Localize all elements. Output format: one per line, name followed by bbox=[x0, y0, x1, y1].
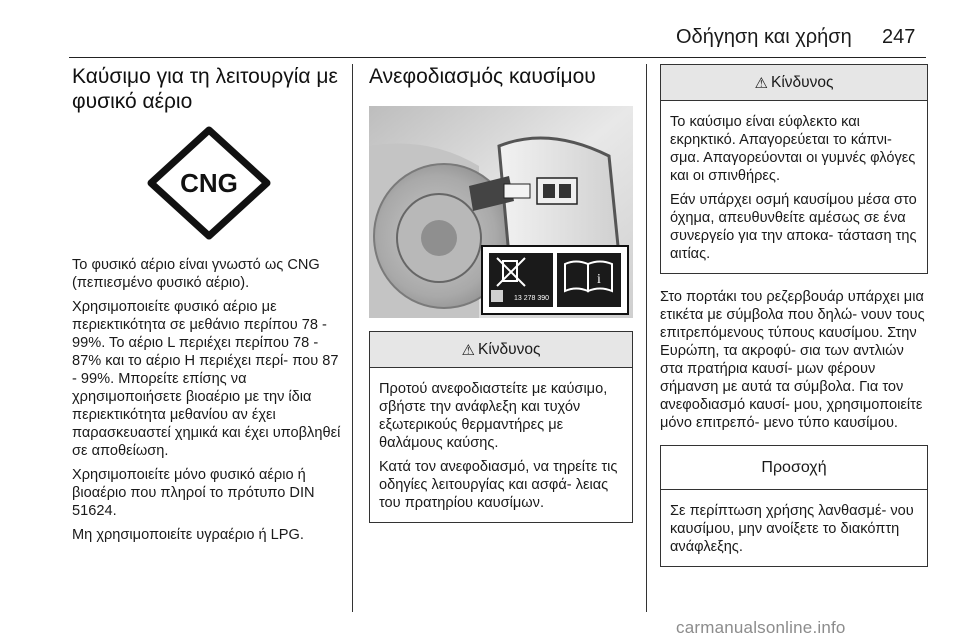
paragraph: Μη χρησιμοποιείτε υγραέριο ή LPG. bbox=[72, 527, 304, 543]
danger-box-body bbox=[661, 101, 927, 273]
danger-box-header: ⚠ Κίνδυνος bbox=[661, 65, 927, 101]
paragraph: Εάν υπάρχει οσμή καυσίμου μέσα στο όχημα, απευθυνθείτε αμέσως σε ένα συνεργείο για την αποκα- τάσταση της αιτίας. bbox=[670, 192, 917, 262]
refuelling-section-title: Ανεφοδιασμός καυσίμου bbox=[369, 65, 596, 88]
watermark: carmanualsonline.info bbox=[676, 618, 846, 637]
paragraph: Σε περίπτωση χρήσης λανθασμέ- νου καυσίμου, μην ανοίξετε το διακόπτη ανάφλεξης. bbox=[670, 503, 914, 555]
warning-triangle-icon: ⚠ bbox=[461, 341, 475, 359]
page-header bbox=[0, 0, 960, 60]
paragraph: Κατά τον ανεφοδιασμό, να τηρείτε τις οδηγίες λειτουργίας και ασφά- λειας του πρατηρίου καυσίμων. bbox=[379, 459, 618, 511]
running-header-title: Οδήγηση και χρήση bbox=[676, 26, 852, 48]
danger-box-body bbox=[370, 368, 632, 522]
fuel-flap-photo bbox=[369, 106, 633, 318]
caution-box-body bbox=[661, 490, 927, 566]
paragraph: Στο πορτάκι του ρεζερβουάρ υπάρχει μια ετικέτα με σύμβολα που δηλώ- νουν τους επιτρεπόμενους τύπους καυσίμου. Στην Ευρώπη, τα ακροφύ- σια των αντλιών στα πρατήρια καυσί- μων φέρουν σήμανση με αυτά τα σύμβολα. Για τον ανεφοδιασμό καυσί- μου, χρησιμοποιείτε μόνο επιτρεπό- μενο τύπο καυσίμου. bbox=[660, 289, 925, 431]
paragraph: Χρησιμοποιείτε μόνο φυσικό αέριο ή βιοαέριο που πληροί το πρότυπο DIN 51624. bbox=[72, 467, 315, 519]
image-reference-number: 13 278 390 bbox=[514, 295, 550, 302]
danger-box-header: ⚠ Κίνδυνος bbox=[370, 332, 632, 368]
right-column bbox=[660, 64, 928, 567]
svg-text:i: i bbox=[597, 272, 601, 287]
paragraph: Χρησιμοποιείτε φυσικό αέριο με περιεκτικότητα σε μεθάνιο περίπου 78 - 99%. Το αέριο L περιέχει περίπου 78 - 87% και το αέριο H περιέχει περί- που 87 - 99%. Μπορείτε επίσης να χρησιμοποιήσετε βιοαέριο με την ίδια περιεκτικότητα μεθανίου αν έχει παρασκευαστεί χημικά και έχει υποβληθεί σε αποθείωση. bbox=[72, 299, 341, 459]
cng-section-title: Καύσιμο για τη λειτουργία με φυσικό αέριο bbox=[72, 65, 338, 113]
paragraph: Το φυσικό αέριο είναι γνωστό ως CNG (πεπιεσμένο φυσικό αέριο). bbox=[72, 257, 320, 291]
page-number: 247 bbox=[882, 26, 916, 48]
danger-box bbox=[369, 331, 633, 523]
cng-symbol bbox=[72, 124, 342, 242]
warning-triangle-icon: ⚠ bbox=[754, 74, 768, 92]
header-rule bbox=[69, 57, 926, 58]
caution-box bbox=[660, 445, 928, 567]
column-divider-1 bbox=[352, 64, 353, 612]
cng-symbol-label: CNG bbox=[180, 168, 238, 198]
paragraph: Το καύσιμο είναι εύφλεκτο και εκρηκτικό. Απαγορεύεται το κάπνι- σμα. Απαγορεύονται οι γυμνές φλόγες και οι σπινθήρες. bbox=[670, 114, 916, 184]
danger-box bbox=[660, 64, 928, 274]
middle-column bbox=[369, 64, 633, 523]
paragraph: Προτού ανεφοδιαστείτε με καύσιμο, σβήστε την ανάφλεξη και τυχόν εξωτερικούς θερμαντήρες με θαλάμους καύσης. bbox=[379, 381, 608, 451]
caution-box-header: Προσοχή bbox=[661, 446, 927, 490]
column-divider-2 bbox=[646, 64, 647, 612]
left-column bbox=[72, 64, 344, 550]
